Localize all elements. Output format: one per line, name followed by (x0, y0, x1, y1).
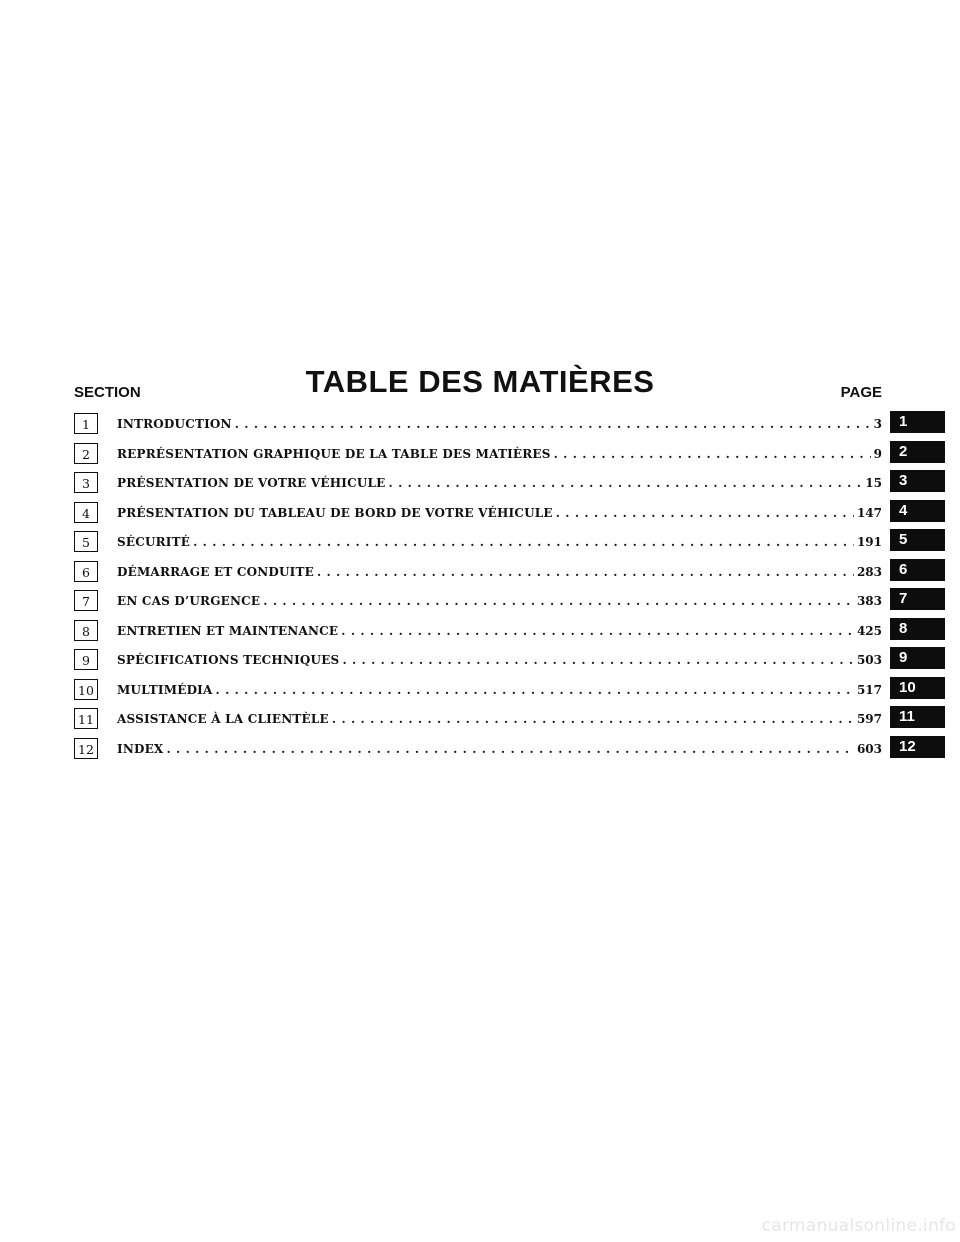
toc-row-4 (0, 500, 960, 530)
toc-entry-link[interactable] (117, 622, 882, 640)
dot-leader (342, 651, 854, 669)
toc-entry-link[interactable] (117, 710, 882, 728)
toc-entry-page: 383 (856, 594, 882, 608)
section-tab-11[interactable]: 11 (890, 706, 945, 728)
toc-entry-link[interactable] (117, 651, 882, 669)
section-tab-9[interactable]: 9 (890, 647, 945, 669)
section-number-box: 5 (74, 531, 98, 552)
toc-entry-link[interactable] (117, 592, 882, 610)
dot-leader (166, 740, 853, 758)
dot-leader (263, 592, 854, 610)
toc-row-1 (0, 411, 960, 441)
toc-row-11 (0, 706, 960, 736)
dot-leader (341, 622, 854, 640)
section-tab-8[interactable]: 8 (890, 618, 945, 640)
toc-row-7 (0, 588, 960, 618)
toc-entry-link[interactable] (117, 474, 882, 492)
toc-row-10 (0, 677, 960, 707)
toc-entry-title: INDEX (117, 741, 164, 756)
toc-entry-page: 191 (856, 535, 882, 549)
section-tab-10[interactable]: 10 (890, 677, 945, 699)
toc-entry-title: ASSISTANCE À LA CLIENTÈLE (117, 712, 329, 726)
section-tab-12[interactable]: 12 (890, 736, 945, 758)
toc-entry-title: DÉMARRAGE ET CONDUITE (117, 564, 314, 579)
section-number-box: 6 (74, 561, 98, 582)
toc-entry-title: EN CAS D’URGENCE (117, 594, 261, 608)
toc-entry-title: MULTIMÉDIA (117, 682, 213, 697)
section-tab-3[interactable]: 3 (890, 470, 945, 492)
toc-entry-link[interactable] (117, 504, 882, 522)
toc-row-3 (0, 470, 960, 500)
toc-row-6 (0, 559, 960, 589)
section-number-box: 12 (74, 738, 98, 759)
section-tab-2[interactable]: 2 (890, 441, 945, 463)
toc-entry-title: REPRÉSENTATION GRAPHIQUE DE LA TABLE DES MATIÈRES (117, 446, 551, 461)
toc-entry-page: 3 (873, 417, 882, 431)
toc-entry-page: 283 (856, 564, 882, 579)
dot-leader (317, 563, 854, 581)
section-tab-7[interactable]: 7 (890, 588, 945, 610)
toc-row-9 (0, 647, 960, 677)
table-of-contents (0, 411, 960, 765)
section-number-box: 1 (74, 413, 98, 434)
toc-entry-title: SÉCURITÉ (117, 535, 191, 549)
section-number-box: 10 (74, 679, 98, 700)
toc-entry-title: ENTRETIEN ET MAINTENANCE (117, 623, 339, 638)
toc-entry-link[interactable] (117, 445, 882, 463)
toc-entry-page: 503 (856, 653, 882, 667)
dot-leader (554, 445, 871, 463)
toc-entry-title: INTRODUCTION (117, 417, 232, 431)
toc-entry-link[interactable] (117, 415, 882, 433)
toc-entry-page: 9 (873, 446, 882, 461)
section-tab-5[interactable]: 5 (890, 529, 945, 551)
toc-entry-page: 147 (856, 505, 882, 520)
dot-leader (216, 681, 854, 699)
dot-leader (332, 710, 854, 728)
section-tab-4[interactable]: 4 (890, 500, 945, 522)
toc-entry-link[interactable] (117, 563, 882, 581)
toc-entry-link[interactable] (117, 740, 882, 758)
section-number-box: 4 (74, 502, 98, 523)
watermark-text: carmanualsonline.info (761, 1216, 956, 1236)
toc-row-2 (0, 441, 960, 471)
section-tab-1[interactable]: 1 (890, 411, 945, 433)
section-number-box: 3 (74, 472, 98, 493)
toc-entry-link[interactable] (117, 681, 882, 699)
toc-row-5 (0, 529, 960, 559)
page-column-header: PAGE (840, 384, 882, 401)
section-number-box: 11 (74, 708, 98, 729)
toc-entry-title: PRÉSENTATION DE VOTRE VÉHICULE (117, 476, 386, 490)
toc-entry-page: 597 (856, 712, 882, 726)
toc-entry-title: PRÉSENTATION DU TABLEAU DE BORD DE VOTRE VÉHICULE (117, 505, 553, 520)
dot-leader (389, 474, 863, 492)
toc-entry-page: 15 (865, 476, 882, 490)
section-number-box: 8 (74, 620, 98, 641)
section-number-box: 2 (74, 443, 98, 464)
toc-entry-page: 517 (856, 682, 882, 697)
section-number-box: 9 (74, 649, 98, 670)
dot-leader (193, 533, 854, 551)
toc-entry-page: 603 (856, 741, 882, 756)
dot-leader (556, 504, 854, 522)
toc-entry-title: SPÉCIFICATIONS TECHNIQUES (117, 653, 340, 667)
toc-row-12 (0, 736, 960, 766)
section-column-header: SECTION (74, 384, 141, 401)
toc-entry-page: 425 (856, 623, 882, 638)
page-title: TABLE DES MATIÈRES (305, 364, 655, 399)
dot-leader (235, 415, 871, 433)
section-number-box: 7 (74, 590, 98, 611)
section-tab-6[interactable]: 6 (890, 559, 945, 581)
toc-entry-link[interactable] (117, 533, 882, 551)
toc-row-8 (0, 618, 960, 648)
